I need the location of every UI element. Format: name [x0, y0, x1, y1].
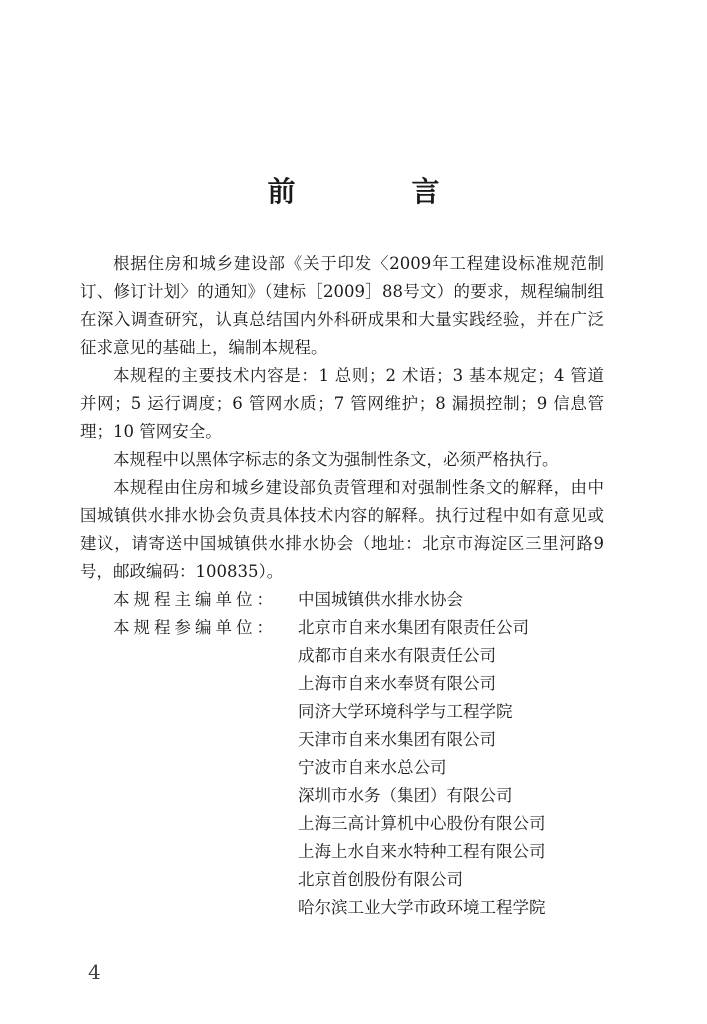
page-number: 4 [88, 960, 101, 984]
list-item: 天津市自来水集团有限公司 [298, 730, 496, 749]
list-item: 宁波市自来水总公司 [298, 758, 447, 777]
paragraph-contents: 本规程的主要技术内容是：1 总则；2 术语；3 基本规定；4 管道并网；5 运行调度；6 管网水质；7 管网维护；8 漏损控制；9 信息管理；10 管网安全。 [80, 366, 604, 441]
participating-unit-list [80, 642, 604, 922]
list-item: 上海三高计算机中心股份有限公司 [298, 814, 546, 833]
list-item: 哈尔滨工业大学市政环境工程学院 [298, 898, 546, 917]
list-item: 成都市自来水有限责任公司 [298, 646, 496, 665]
participating-unit-row [80, 614, 604, 642]
participating-unit-first: 北京市自来水集团有限责任公司 [298, 618, 529, 637]
participating-unit-label: 本规程参编单位： [113, 618, 277, 637]
page-title: 前 言 [267, 175, 484, 208]
paragraph-basis: 根据住房和城乡建设部《关于印发〈2009年工程建设标准规范制订、修订计划〉的通知》（建标［2009］88号文）的要求，规程编制组在深入调查研究，认真总结国内外科研成果和大量实践经验，并在广泛征求意见的基础上，编制本规程。 [80, 254, 604, 357]
list-item: 上海上水自来水特种工程有限公司 [298, 842, 546, 861]
paragraph-mandatory: 本规程中以黑体字标志的条文为强制性条文，必须严格执行。 [113, 450, 559, 469]
preface-body [80, 250, 604, 922]
paragraph-management: 本规程由住房和城乡建设部负责管理和对强制性条文的解释，由中国城镇供水排水协会负责具体技术内容的解释。执行过程中如有意见或建议，请寄送中国城镇供水排水协会（地址：北京市海淀区三里河路9号，邮政编码：100835）。 [80, 478, 604, 581]
list-item: 北京首创股份有限公司 [298, 870, 463, 889]
chief-unit-value: 中国城镇供水排水协会 [298, 590, 463, 609]
list-item: 同济大学环境科学与工程学院 [298, 702, 513, 721]
list-item: 深圳市水务（集团）有限公司 [298, 786, 513, 805]
chief-unit-row [80, 586, 604, 614]
list-item: 上海市自来水奉贤有限公司 [298, 674, 496, 693]
chief-unit-label: 本规程主编单位： [113, 590, 277, 609]
